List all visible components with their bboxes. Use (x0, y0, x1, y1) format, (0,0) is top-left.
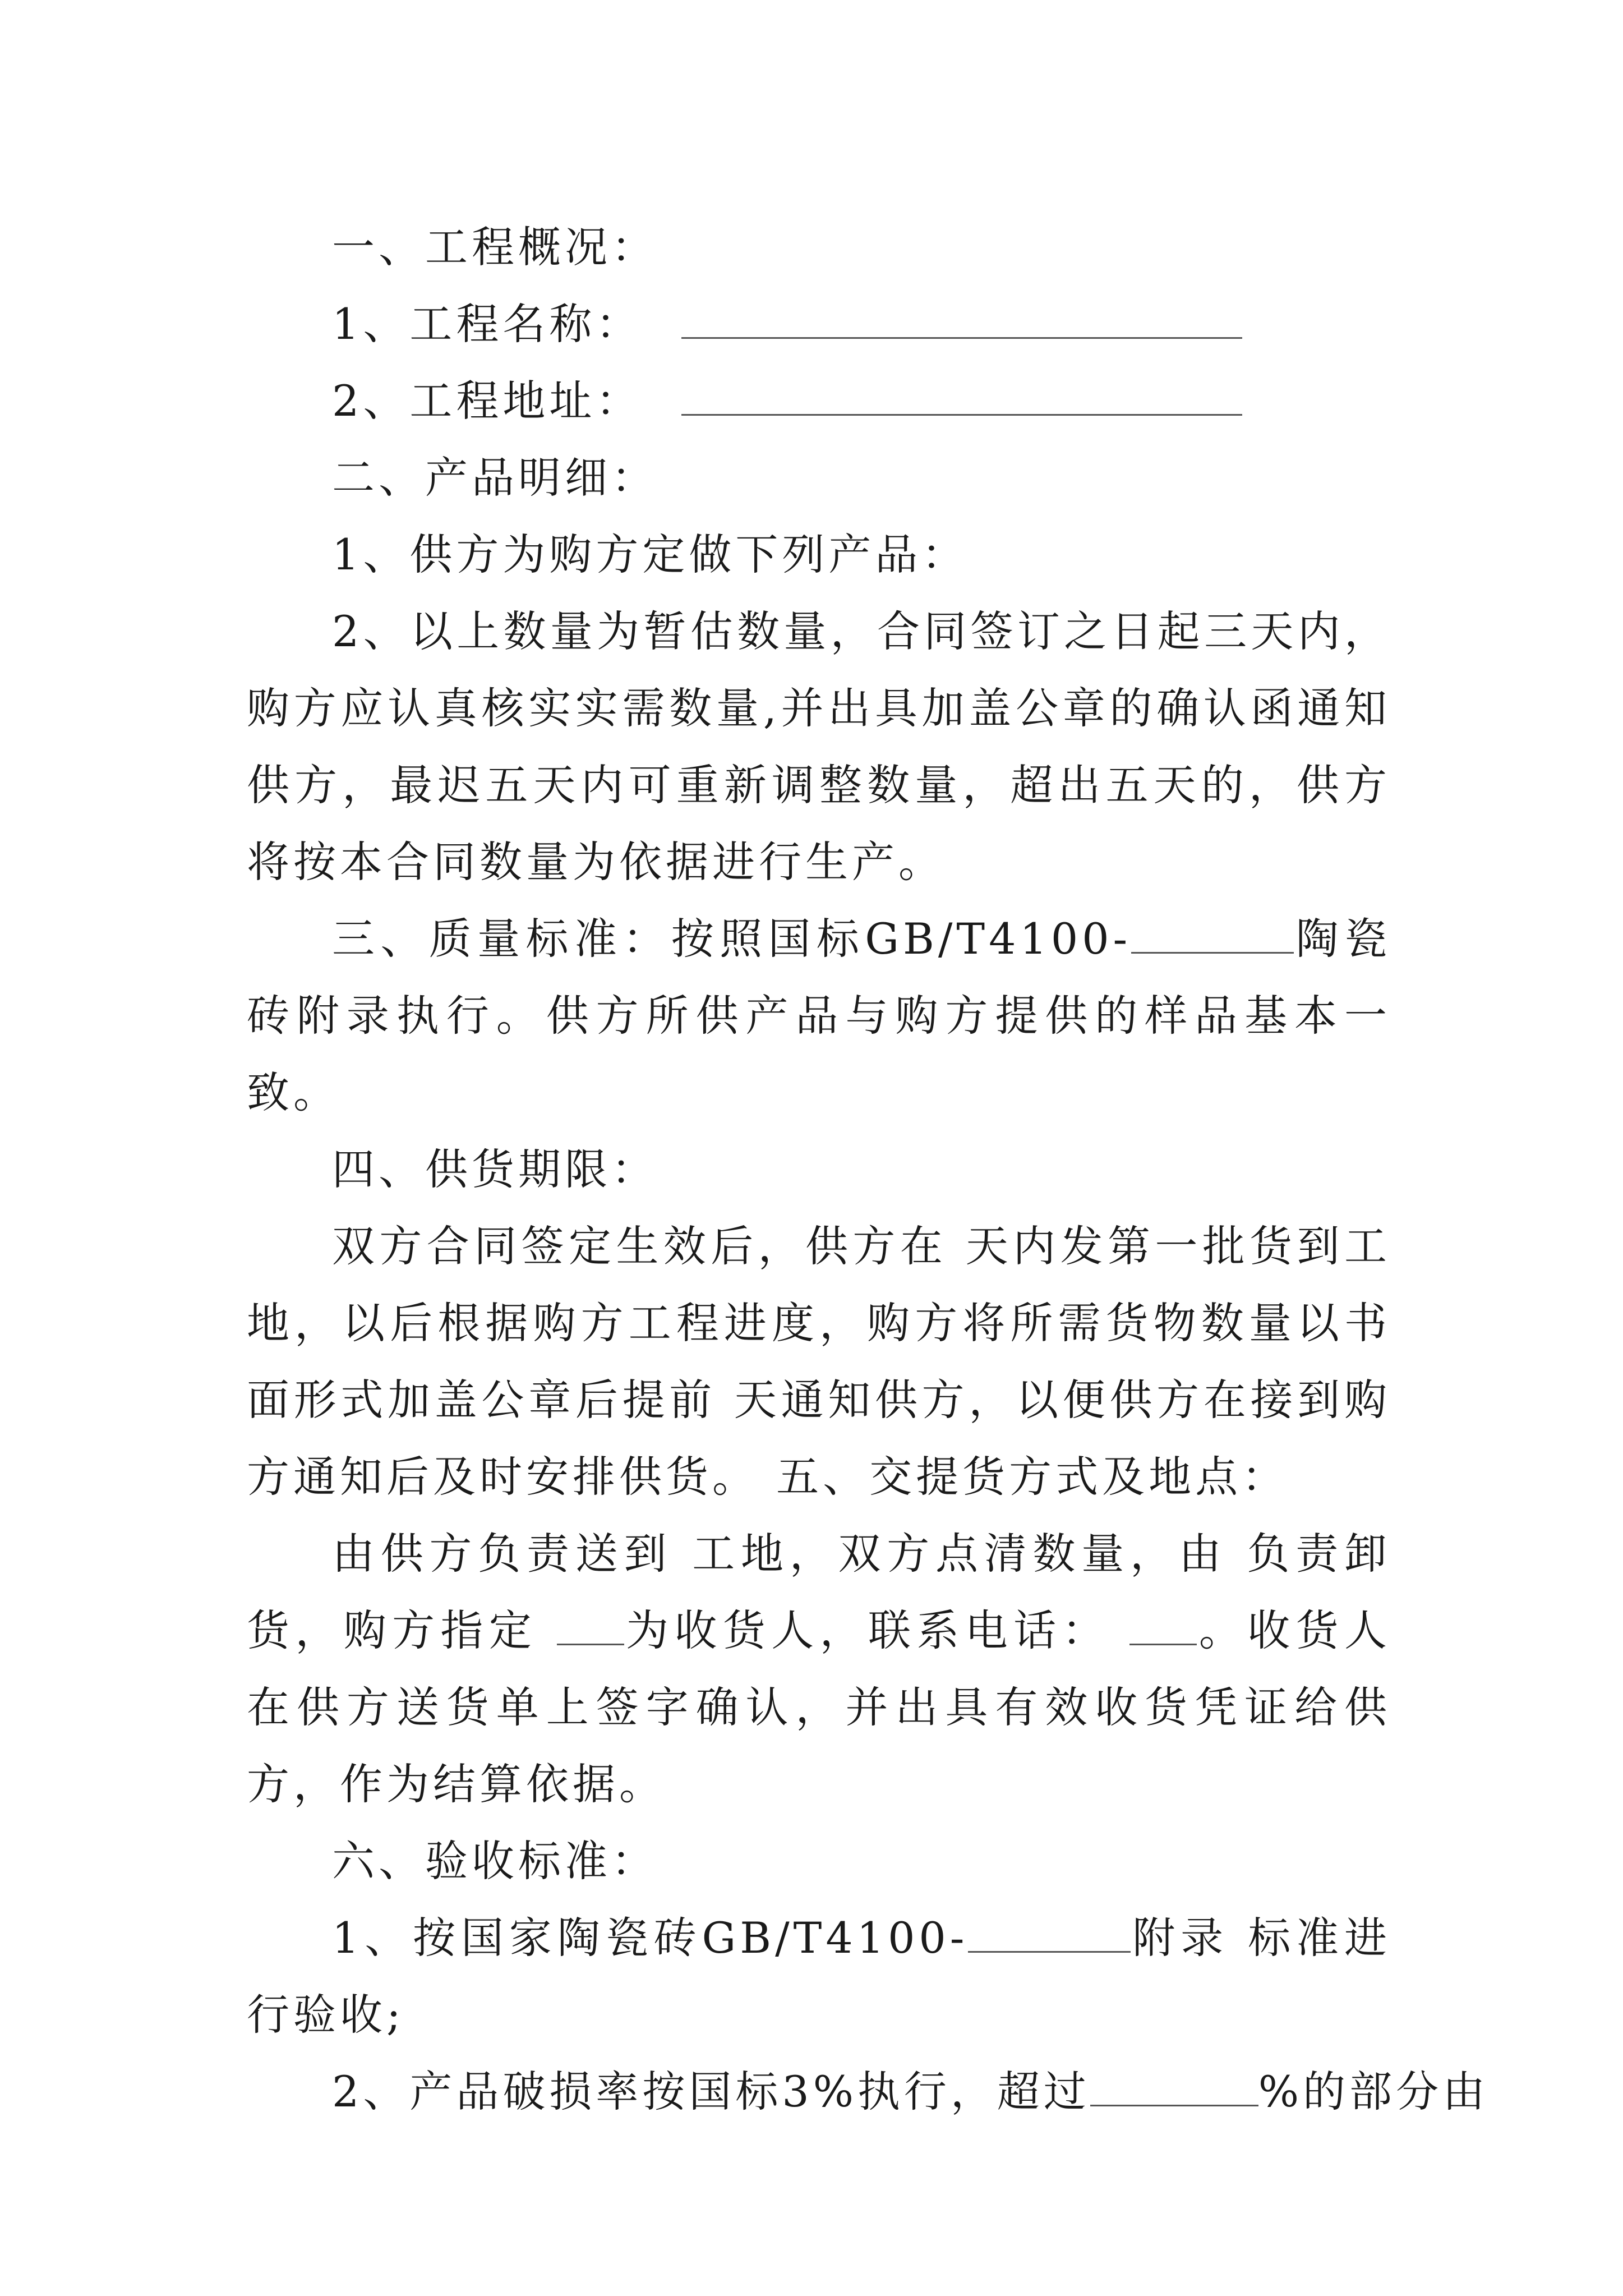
delivery-text-3: 。收货人在供方送货单上签字确认，并出具有效收货凭证给供方，作为结算依据。 (247, 1605, 1391, 1809)
phone-blank (1129, 1610, 1197, 1645)
acceptance-item-2-prefix: 2、产品破损率按国标3%执行，超过 (332, 2067, 1090, 2116)
project-name-row (247, 286, 1391, 362)
acceptance-item-2-suffix: %的部分由 (1258, 2067, 1490, 2116)
quality-standard-suffix: 陶瓷砖附录执行。供方所供产品与购方提供的样品基本一致。 (247, 914, 1391, 1117)
acceptance-item-1-suffix: 附录 标准进行验收; (247, 1913, 1391, 2040)
receiver-blank (557, 1610, 624, 1645)
section-heading-project-overview: 一、工程概况： (332, 222, 658, 272)
product-item-2: 2、以上数量为暂估数量，合同签订之日起三天内，购方应认真核实实需数量,并出具加盖公章的确认函通知供方，最迟五天内可重新调整数量，超出五天的，供方将按本合同数量为依据进行生产。 (247, 606, 1391, 887)
acceptance-standard-blank (968, 1917, 1131, 1953)
project-name-label: 1、工程名称： (332, 299, 643, 349)
delivery-text-2: 为收货人，联系电话： (624, 1605, 1130, 1655)
section-heading-supply-period: 四、供货期限： (332, 1144, 658, 1194)
section-heading-acceptance: 六、验收标准： (332, 1836, 658, 1886)
product-item-1: 1、供方为购方定做下列产品： (332, 530, 969, 579)
project-address-row (247, 362, 1391, 439)
acceptance-item-1-prefix: 1、按国家陶瓷砖GB/T4100- (332, 1913, 969, 1963)
breakage-rate-blank (1090, 2071, 1258, 2106)
project-address-label: 2、工程地址： (332, 376, 643, 426)
project-address-blank (681, 380, 1242, 416)
acceptance-item-2 (247, 2053, 1490, 2130)
delivery-paragraph (247, 1515, 1391, 1823)
quality-standard-blank (1131, 918, 1294, 954)
project-name-blank (681, 303, 1242, 339)
supply-period-paragraph: 双方合同签定生效后，供方在 天内发第一批货到工地，以后根据购方工程进度，购方将所需货物数量以书面形式加盖公章后提前 天通知供方，以便供方在接到购方通知后及时安排供货。 五、交提货方式及地点： (247, 1221, 1391, 1502)
section-heading-product-details: 二、产品明细： (332, 453, 658, 503)
quality-standard-prefix: 三、质量标准：按照国标GB/T4100- (332, 914, 1132, 964)
acceptance-item-1 (247, 1899, 1391, 2053)
delivery-text-1: 由供方负责送到 工地，双方点清数量，由 负责卸货，购方指定 (247, 1529, 1391, 1655)
quality-standard-paragraph (247, 900, 1391, 1131)
contract-body (247, 209, 1490, 2130)
